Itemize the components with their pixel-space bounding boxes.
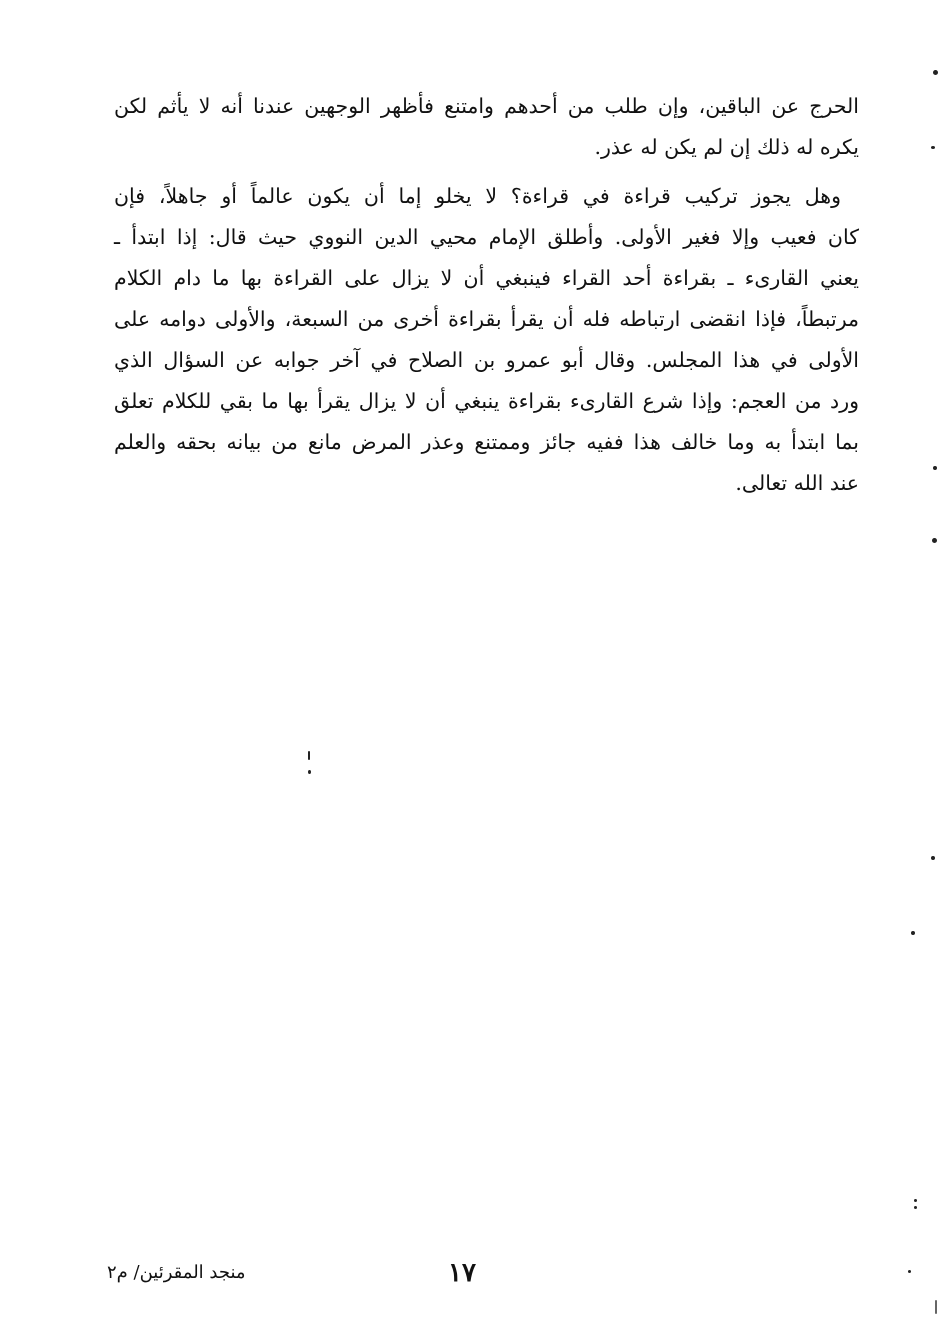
text-line: يعني القارىء ـ بقراءة أحد القراء فينبغي أن لا يزال على القراءة بها ما دام الكلام <box>114 266 859 290</box>
scan-speck <box>935 1300 937 1314</box>
text-line: كان فعيب وإلا فغير الأولى. وأطلق الإمام محيي الدين النووي حيث قال: إذا ابتدأ ـ <box>114 225 859 249</box>
scan-speck <box>933 466 937 470</box>
scan-speck <box>911 931 915 935</box>
scan-speck <box>931 146 935 149</box>
paragraph-1 <box>114 86 859 168</box>
text-line: مرتبطاً، فإذا انقضى ارتباطه فله أن يقرأ بقراءة أخرى من السبعة، والأولى دوامه على <box>114 307 859 331</box>
footer-book-title: منجد المقرئين/ م٢ <box>107 1262 246 1283</box>
scan-speck <box>932 538 937 543</box>
text-line: ورد من العجم: وإذا شرع القارىء بقراءة ينبغي أن لا يزال يقرأ بها ما بقي للكلام تعلق <box>114 389 859 413</box>
scan-speck <box>931 856 935 860</box>
scan-speck <box>908 1270 911 1273</box>
scan-speck <box>308 770 311 774</box>
paragraph-2 <box>114 176 859 504</box>
scan-speck <box>914 1199 917 1202</box>
text-line: الحرج عن الباقين، وإن طلب من أحدهم وامتنع فأظهر الوجهين عندنا أنه لا يأثم لكن <box>114 94 859 118</box>
text-line: عند الله تعالى. <box>735 471 859 495</box>
scan-speck <box>933 70 938 75</box>
page-number: ١٧ <box>448 1258 476 1288</box>
text-line: الأولى في هذا المجلس. وقال أبو عمرو بن الصلاح في آخر جوابه عن السؤال الذي <box>114 348 859 372</box>
scan-speck <box>914 1206 917 1209</box>
text-line: بما ابتدأ به وما خالف هذا ففيه جائز وممتنع وعذر المرض مانع من بيانه بحقه والعلم <box>114 430 859 454</box>
text-line: وهل يجوز تركيب قراءة في قراءة؟ لا يخلو إما أن يكون عالماً أو جاهلاً، فإن <box>114 184 841 208</box>
text-line: يكره له ذلك إن لم يكن له عذر. <box>594 135 859 159</box>
scan-speck <box>308 751 310 760</box>
